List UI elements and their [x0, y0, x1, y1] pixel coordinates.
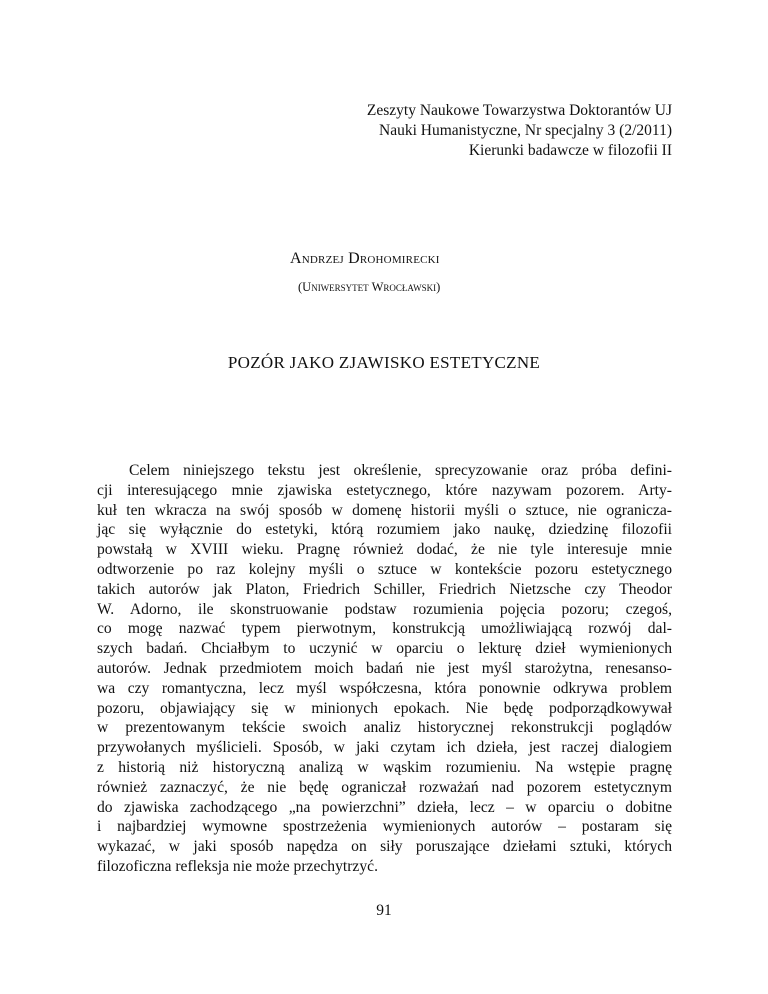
body-line: szych badań. Chciałbym to uczynić w oparciu o lekturę dzieł wymienionych [97, 640, 672, 658]
body-line: autorów. Jednak przedmiotem moich badań nie jest myśl starożytna, renesanso- [97, 659, 672, 677]
article-title: POZÓR JAKO ZJAWISKO ESTETYCZNE [227, 353, 541, 372]
body-line: co mogę nazwać typem pierwotnym, konstrukcją umożliwiającą rozwój dal- [97, 620, 672, 638]
body-line: takich autorów jak Platon, Friedrich Schiller, Friedrich Nietzsche czy Theodor [97, 580, 672, 598]
journal-volume-title: Kierunki badawcze w filozofii II [468, 142, 672, 159]
body-line: i najbardziej wymowne spostrzeżenia wymienionych autorów – postaram się [97, 818, 672, 836]
author-name: Andrzej Drohomirecki [290, 250, 440, 267]
body-line: pozoru, objawiający się w minionych epokach. Nie będę podporządkowywał [97, 699, 672, 717]
body-line: przywołanych myślicieli. Sposób, w jaki czytam ich dzieła, jest raczej dialogiem [97, 739, 672, 757]
body-line: Celem niniejszego tekstu jest określenie, sprecyzowanie oraz próba defini- [129, 462, 672, 479]
body-paragraph [97, 461, 672, 877]
body-line: wykazać, w jaki sposób napędza on siły poruszające dziełami sztuki, których [97, 838, 672, 856]
body-line: wa czy romantyczna, lecz myśl współczesna, która ponownie odkrywa problem [97, 679, 672, 697]
body-line: kuł ten wkracza na swój sposób w domenę historii myśli o sztuce, nie ogranicza- [97, 501, 672, 519]
journal-name: Zeszyty Naukowe Towarzystwa Doktorantów UJ [366, 102, 672, 119]
body-line: odtworzenie po raz kolejny myśli o sztuce w kontekście pozoru estetycznego [97, 560, 672, 578]
body-line: jąc się wyłącznie do estetyki, którą rozumiem jako naukę, dziedzinę filozofii [97, 521, 672, 539]
body-line: z historią niż historyczną analizą w wąskim rozumieniu. Na wstępie pragnę [97, 758, 672, 776]
author-affiliation: (Uniwersytet Wrocławski) [298, 280, 441, 294]
body-line: w prezentowanym tekście swoich analiz historycznej rekonstrukcji poglądów [97, 719, 672, 737]
journal-header [367, 101, 672, 161]
body-line: powstałą w XVIII wieku. Pragnę również dodać, że nie tyle interesuje mnie [97, 541, 672, 559]
body-line: również zaznaczyć, że nie będę ograniczał rozważań nad pozorem estetycznym [97, 778, 672, 796]
body-line: do zjawiska zachodzącego „na powierzchni” dzieła, lecz – w oparciu o dobitne [97, 798, 672, 816]
journal-issue: Nauki Humanistyczne, Nr specjalny 3 (2/2011) [379, 122, 672, 139]
body-line: filozoficzna refleksja nie może przechytrzyć. [97, 857, 378, 875]
page-number: 91 [376, 902, 392, 919]
body-line: W. Adorno, ile skonstruowanie podstaw rozumienia pojęcia pozoru; czegoś, [97, 600, 672, 618]
body-line: cji interesującego mnie zjawiska estetycznego, które nazywam pozorem. Arty- [97, 481, 672, 499]
